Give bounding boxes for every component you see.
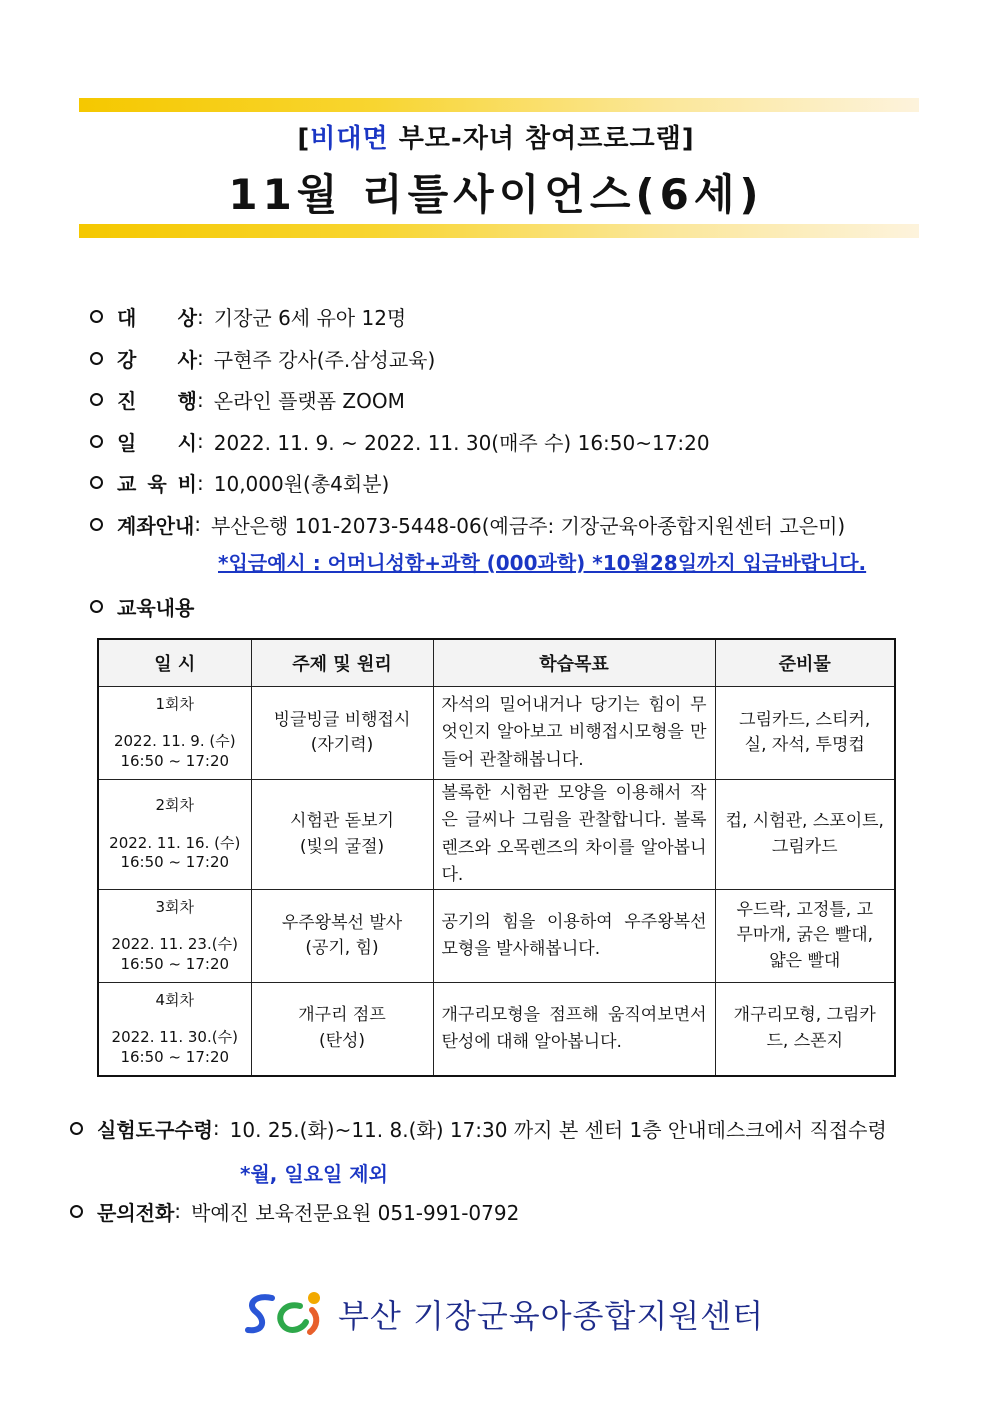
topic-cell: 개구리 점프 (탄성) — [251, 983, 433, 1076]
page-title: 11월 리틀사이언스(6세) — [228, 170, 764, 219]
header-schedule: 일 시 — [98, 639, 251, 687]
topic-cell: 시험관 돋보기 (빛의 굴절) — [251, 780, 433, 890]
session-cell: 1회차 2022. 11. 9. (수) 16:50 ~ 17:20 — [98, 687, 251, 780]
circle-bullet-icon — [90, 352, 103, 365]
contact-info — [70, 1190, 950, 1232]
circle-bullet-icon — [90, 393, 103, 406]
info-label: 교 육 비 — [117, 472, 197, 497]
program-info-list — [90, 296, 940, 545]
info-label: 일 시 — [117, 430, 197, 455]
info-label: 대 상 — [117, 306, 197, 331]
program-subtitle: [비대면 부모-자녀 참여프로그램] — [297, 124, 695, 154]
materials-cell: 우드락, 고정틀, 고무마개, 굵은 빨대, 얇은 빨대 — [715, 890, 895, 983]
table-row — [98, 890, 895, 983]
info-value: 온라인 플랫폼 ZOOM — [213, 389, 405, 414]
center-logo — [242, 1288, 764, 1340]
materials-cell: 컵, 시험관, 스포이트, 그림카드 — [715, 780, 895, 890]
edu-content-heading: 교육내용 — [90, 586, 194, 628]
info-value: 2022. 11. 9. ~ 2022. 11. 30(매주 수) 16:50~17:20 — [213, 430, 710, 455]
materials-cell: 그림카드, 스티커, 실, 자석, 투명컵 — [715, 687, 895, 780]
info-label: 강 사 — [117, 347, 197, 372]
info-row-method: 진 행 : 온라인 플랫폼 ZOOM — [90, 379, 940, 421]
table-header-row — [98, 639, 895, 687]
info-value: 부산은행 101-2073-5448-06(예금주: 기장군육아종합지원센터 고은미) — [211, 513, 846, 538]
info-value: 10. 25.(화)~11. 8.(화) 17:30 까지 본 센터 1층 안내데스크에서 직접수령 — [229, 1117, 887, 1142]
info-row-schedule: 일 시 : 2022. 11. 9. ~ 2022. 11. 30(매주 수) 16:50~17:20 — [90, 421, 940, 463]
header-topic: 주제 및 원리 — [251, 639, 433, 687]
subtitle-highlight: 비대면 — [310, 124, 389, 154]
center-logo-icon — [242, 1288, 330, 1340]
header-goal: 학습목표 — [433, 639, 715, 687]
info-value: 10,000원(총4회분) — [213, 472, 390, 497]
goal-cell: 볼록한 시험관 모양을 이용해서 작은 글씨나 그림을 관찰합니다. 볼록렌즈와 오목렌즈의 차이를 알아봅니다. — [433, 780, 715, 890]
info-value: 박예진 보육전문요원 051-991-0792 — [191, 1200, 520, 1225]
session-cell: 3회차 2022. 11. 23.(수) 16:50 ~ 17:20 — [98, 890, 251, 983]
circle-bullet-icon — [90, 476, 103, 489]
circle-bullet-icon — [90, 310, 103, 323]
table-row — [98, 780, 895, 890]
session-cell: 2회차 2022. 11. 16. (수) 16:50 ~ 17:20 — [98, 780, 251, 890]
circle-bullet-icon — [90, 435, 103, 448]
circle-bullet-icon — [90, 600, 103, 613]
deposit-note: *입금예시 : 어머니성함+과학 (000과학) *10월28일까지 입금바랍니다. — [218, 551, 867, 575]
header-materials: 준비물 — [715, 639, 895, 687]
info-row-target: 대 상 : 기장군 6세 유아 12명 — [90, 296, 940, 338]
goal-cell: 공기의 힘을 이용하여 우주왕복선 모형을 발사해봅니다. — [433, 890, 715, 983]
center-logo-text: 부산 기장군육아종합지원센터 — [338, 1297, 765, 1335]
goal-cell: 자석의 밀어내거나 당기는 힘이 무엇인지 알아보고 비행접시모형을 만들어 관찰해봅니다. — [433, 687, 715, 780]
curriculum-table — [97, 638, 896, 1077]
table-row — [98, 687, 895, 780]
topic-cell: 빙글빙글 비행접시 (자기력) — [251, 687, 433, 780]
info-row-account: 계좌안내 : 부산은행 101-2073-5448-06(예금주: 기장군육아종합지원센터 고은미) — [90, 504, 940, 546]
info-row-contact: 문의전화 : 박예진 보육전문요원 051-991-0792 — [70, 1190, 950, 1232]
table-row — [98, 983, 895, 1076]
info-label: 실험도구수령 — [97, 1117, 213, 1142]
goal-cell: 개구리모형을 점프해 움직여보면서 탄성에 대해 알아봅니다. — [433, 983, 715, 1076]
materials-cell: 개구리모형, 그림카드, 스폰지 — [715, 983, 895, 1076]
title-top-bar — [79, 98, 919, 112]
info-value: 구현주 강사(주.삼성교육) — [213, 347, 436, 372]
info-value: 기장군 6세 유아 12명 — [213, 306, 407, 331]
topic-cell: 우주왕복선 발사 (공기, 힘) — [251, 890, 433, 983]
info-label: 진 행 — [117, 389, 197, 414]
info-label: 계좌안내 — [117, 513, 195, 538]
info-row-instructor: 강 사 : 구현주 강사(주.삼성교육) — [90, 338, 940, 380]
circle-bullet-icon — [90, 518, 103, 531]
pickup-info — [70, 1107, 950, 1149]
circle-bullet-icon — [70, 1205, 83, 1218]
title-bottom-bar — [79, 224, 919, 238]
info-label: 문의전화 — [97, 1200, 175, 1225]
info-row-fee: 교 육 비 : 10,000원(총4회분) — [90, 462, 940, 504]
session-cell: 4회차 2022. 11. 30.(수) 16:50 ~ 17:20 — [98, 983, 251, 1076]
info-row-pickup: 실험도구수령 : 10. 25.(화)~11. 8.(화) 17:30 까지 본 센터 1층 안내데스크에서 직접수령 — [70, 1107, 950, 1149]
pickup-note: *월, 일요일 제외 — [240, 1162, 388, 1186]
circle-bullet-icon — [70, 1122, 83, 1135]
